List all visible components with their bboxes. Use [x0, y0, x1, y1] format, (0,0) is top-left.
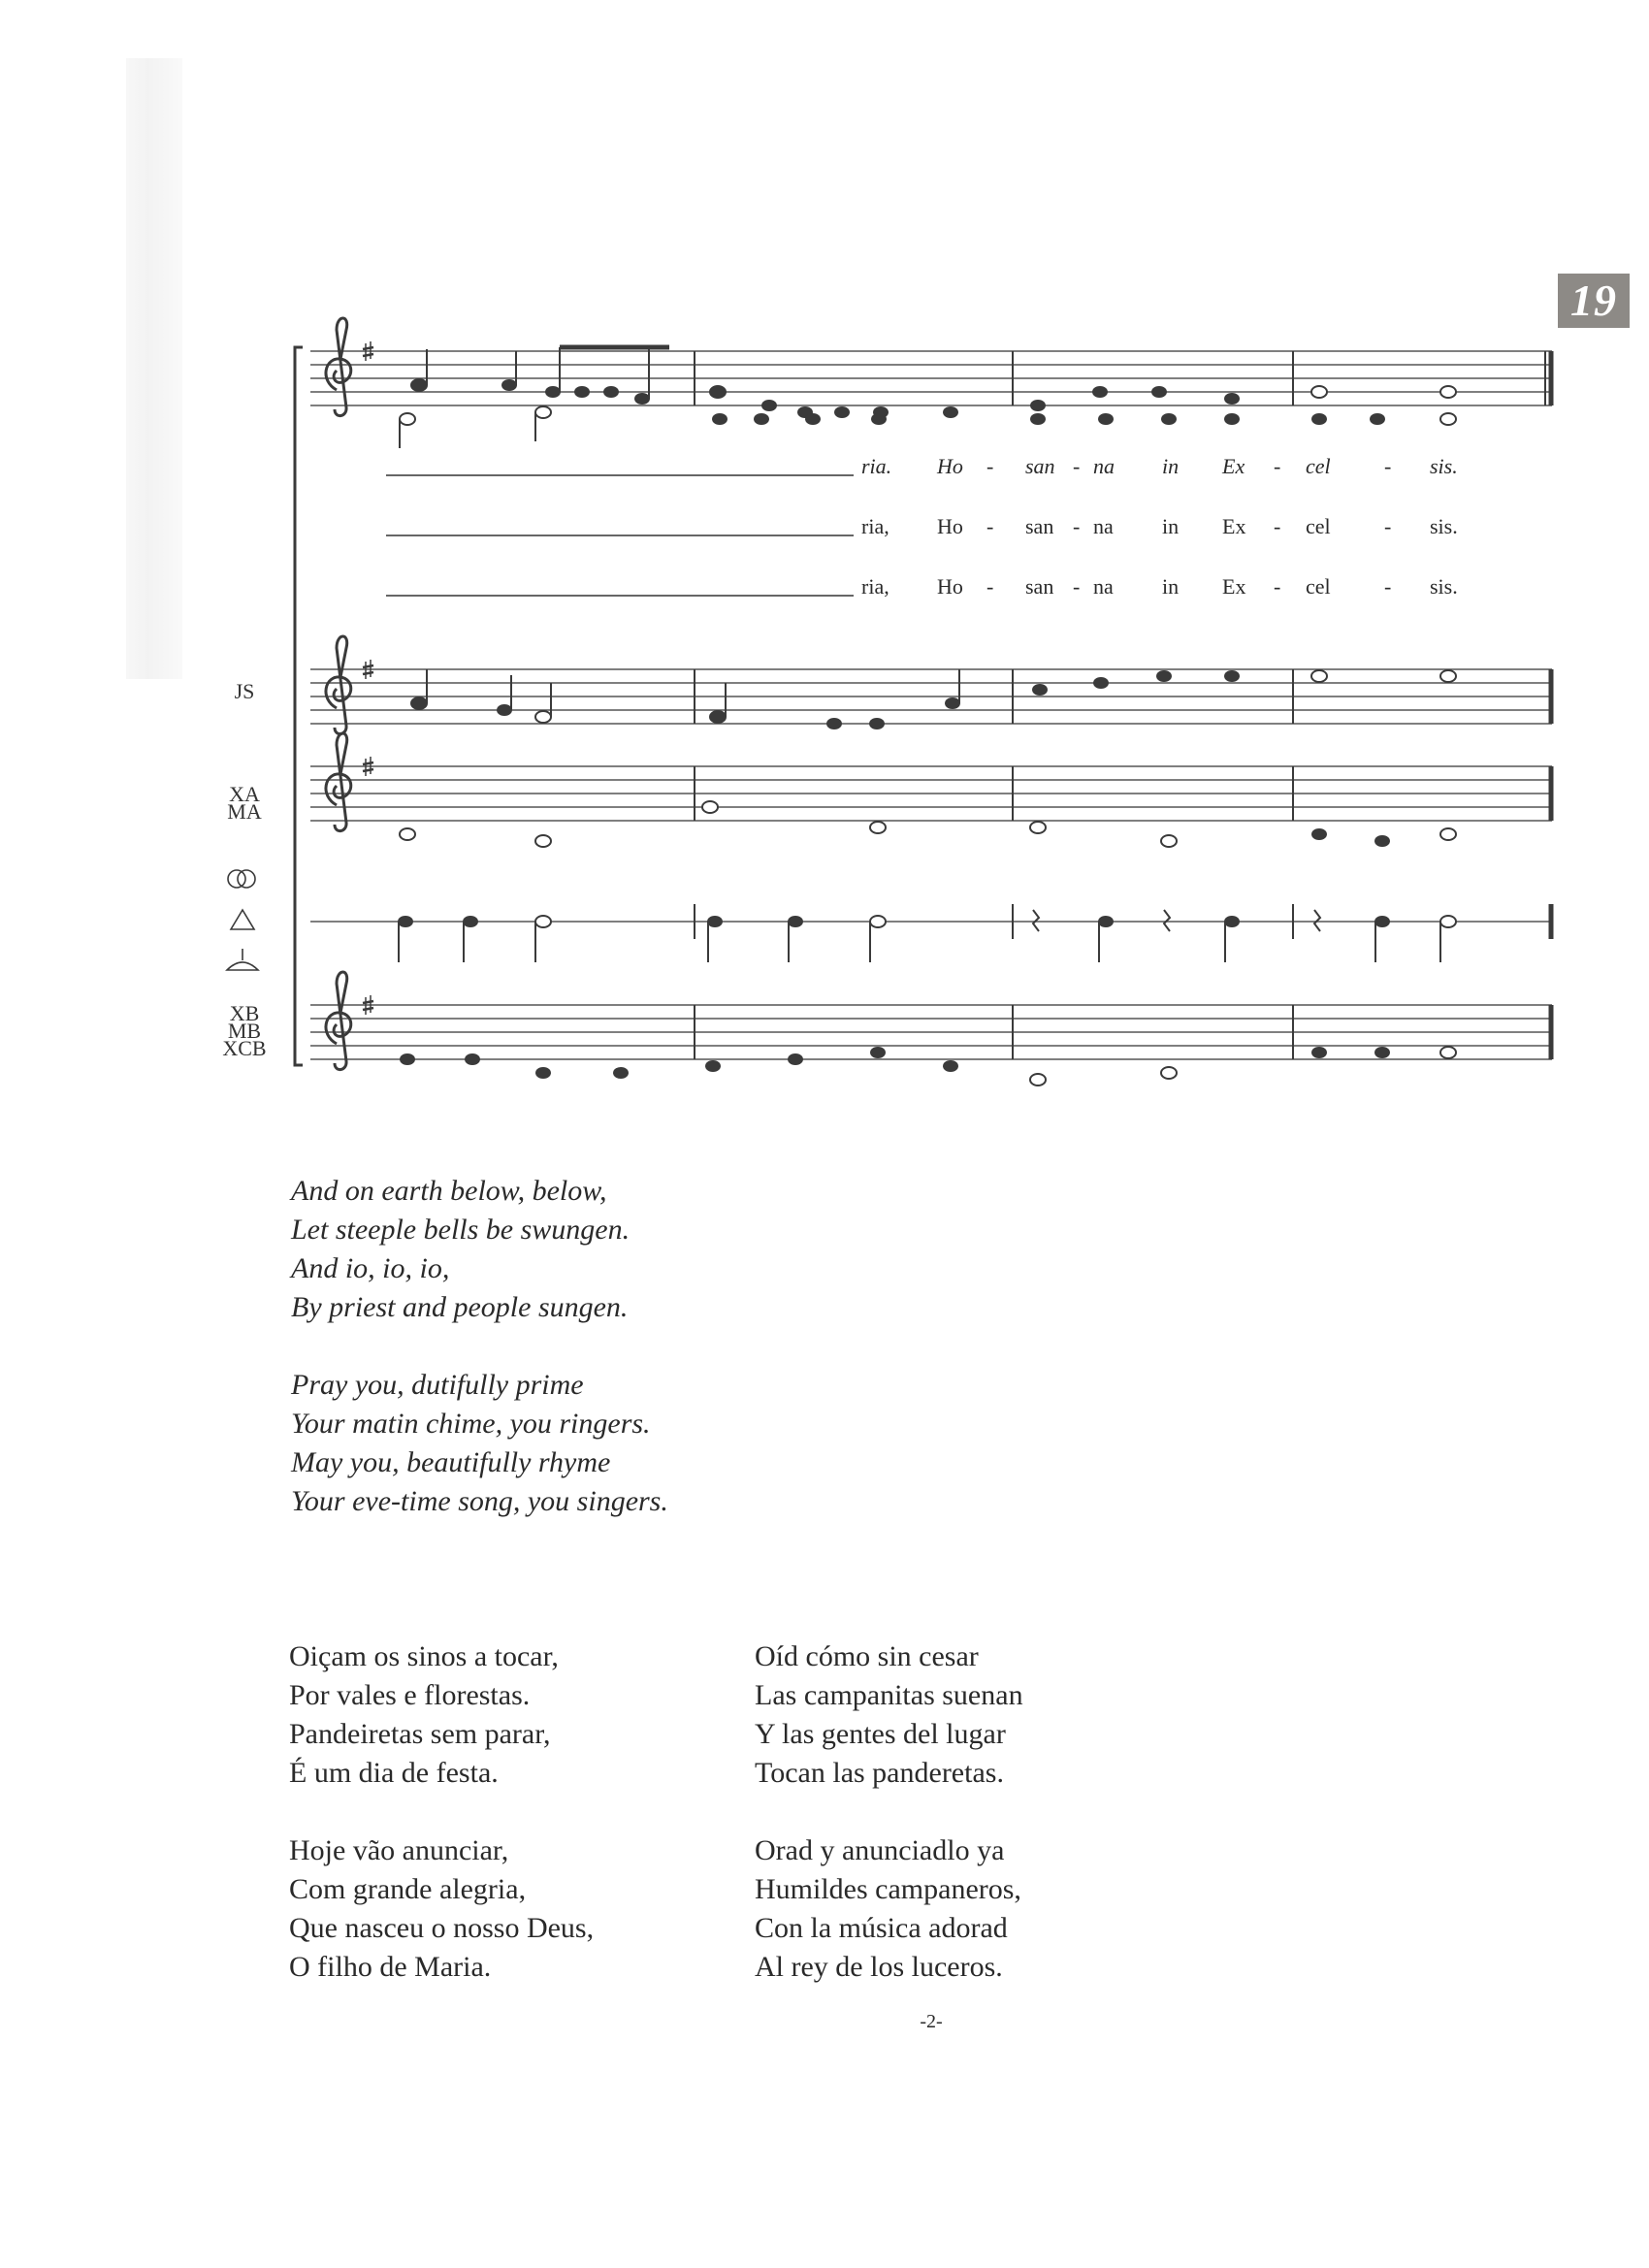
lyric-syllable: - — [1274, 454, 1281, 478]
verse-line: Humildes campaneros, — [755, 1873, 1021, 1905]
lyric-syllable: - — [1274, 514, 1281, 538]
verse-line: Your matin chime, you ringers. — [291, 1408, 651, 1440]
treble-clef-icon — [326, 636, 351, 734]
label-xcb: XCB — [222, 1036, 267, 1060]
verse-line: May you, beautifully rhyme — [291, 1446, 611, 1478]
lyric-syllable: in — [1162, 454, 1180, 478]
verse-line: O filho de Maria. — [289, 1951, 492, 1983]
page-footer-number: -2- — [920, 2011, 943, 2032]
verse-line: Con la música adorad — [755, 1912, 1008, 1944]
verse-line: Oíd cómo sin cesar — [755, 1640, 979, 1672]
lyric-extenders — [386, 475, 854, 596]
lyric-syllable: in — [1162, 514, 1180, 538]
instrument-label-js — [215, 679, 274, 703]
label-xb: XB — [229, 1001, 260, 1025]
lyric-syllable: Ex — [1222, 514, 1246, 538]
verse-line: And io, io, io, — [291, 1252, 450, 1284]
lyric-syllable: cel — [1306, 514, 1331, 538]
lyric-syllable: sis. — [1430, 454, 1458, 478]
lyric-syllable: ria. — [861, 454, 892, 478]
verse-line: By priest and people sungen. — [291, 1291, 629, 1323]
verse-line: Y las gentes del lugar — [755, 1718, 1006, 1750]
lyric-syllable: cel — [1306, 574, 1331, 599]
lyric-syllable: Ho — [937, 454, 963, 478]
lyric-syllable: - — [1384, 514, 1392, 538]
lyric-syllable: - — [1073, 454, 1081, 478]
treble-clef-icon — [326, 318, 351, 416]
staff-xa-ma — [310, 766, 1552, 821]
treble-clef-icon — [326, 733, 351, 831]
verse-line: Your eve-time song, you singers. — [291, 1485, 668, 1517]
lyric-syllable: san — [1025, 454, 1055, 478]
notes-xa-ma — [400, 801, 1456, 847]
spanish-verse-2 — [755, 1831, 1021, 1987]
staff-choir — [310, 351, 1552, 405]
lyric-syllable: - — [1274, 574, 1281, 599]
lyric-syllable: na — [1093, 514, 1114, 538]
lyric-syllable: Ex — [1222, 574, 1246, 599]
verse-line: Let steeple bells be swungen. — [291, 1214, 630, 1246]
lyric-syllable: - — [1384, 454, 1392, 478]
verse-line: Com grande alegria, — [289, 1873, 527, 1905]
notes-js — [411, 669, 1456, 729]
verse-line: Pandeiretas sem parar, — [289, 1718, 551, 1750]
lyric-syllable: - — [1073, 514, 1081, 538]
lyric-syllable: in — [1162, 574, 1180, 599]
staff-xb-mb-xcb — [310, 1005, 1552, 1059]
instrument-label-xb-mb-xcb — [215, 1001, 274, 1060]
staff-js — [310, 669, 1552, 724]
label-ma: MA — [227, 799, 262, 824]
verse-line: Al rey de los luceros. — [755, 1951, 1003, 1983]
system-bracket — [295, 347, 303, 1065]
lyric-syllable: cel — [1306, 454, 1331, 478]
notes-xb-mb-xcb — [401, 1047, 1456, 1085]
verse-line: Que nasceu o nosso Deus, — [289, 1912, 595, 1944]
portuguese-verse-2 — [289, 1831, 594, 1987]
lyric-syllable: - — [1384, 574, 1392, 599]
lyric-syllable: na — [1093, 574, 1114, 599]
label-mb: MB — [227, 1019, 262, 1043]
lyric-syllable: sis. — [1430, 514, 1458, 538]
verse-line: Las campanitas suenan — [755, 1679, 1023, 1711]
portuguese-verse-1 — [289, 1637, 559, 1793]
notes-choir — [400, 347, 1456, 448]
verse-line: Oiçam os sinos a tocar, — [289, 1640, 559, 1672]
verse-line: Hoje vão anunciar, — [289, 1834, 509, 1866]
lyric-syllable: - — [986, 574, 994, 599]
page-number-tab: 19 — [1558, 274, 1630, 328]
verse-line: Pray you, dutifully prime — [291, 1369, 584, 1401]
lyric-syllable: sis. — [1430, 574, 1458, 599]
lyric-syllable: san — [1025, 514, 1054, 538]
lyric-syllable: Ex — [1222, 454, 1245, 478]
lyric-syllable: san — [1025, 574, 1054, 599]
lyric-syllable: Ho — [937, 514, 963, 538]
lyric-syllable: na — [1093, 454, 1115, 478]
label-js: JS — [234, 679, 255, 703]
lyric-syllable: - — [986, 454, 994, 478]
instrument-label-xa-ma — [215, 782, 274, 824]
lyric-syllable: - — [986, 514, 994, 538]
verse-line: É um dia de festa. — [289, 1757, 499, 1789]
music-score — [0, 0, 1649, 1125]
treble-clef-icon — [326, 972, 351, 1070]
lyric-syllable: ria, — [861, 574, 889, 599]
lyric-syllable: ria, — [861, 514, 889, 538]
percussion-symbols — [227, 870, 258, 970]
english-verse-2 — [291, 1366, 668, 1521]
verse-line: And on earth below, below, — [291, 1175, 607, 1207]
spanish-verse-1 — [755, 1637, 1023, 1793]
verse-line: Tocan las panderetas. — [755, 1757, 1004, 1789]
lyric-syllable: - — [1073, 574, 1081, 599]
verse-line: Orad y anunciadlo ya — [755, 1834, 1005, 1866]
label-xa: XA — [229, 782, 260, 806]
lyric-syllable: Ho — [937, 574, 963, 599]
notes-percussion — [399, 910, 1456, 962]
english-verse-1 — [291, 1172, 630, 1327]
verse-line: Por vales e florestas. — [289, 1679, 531, 1711]
